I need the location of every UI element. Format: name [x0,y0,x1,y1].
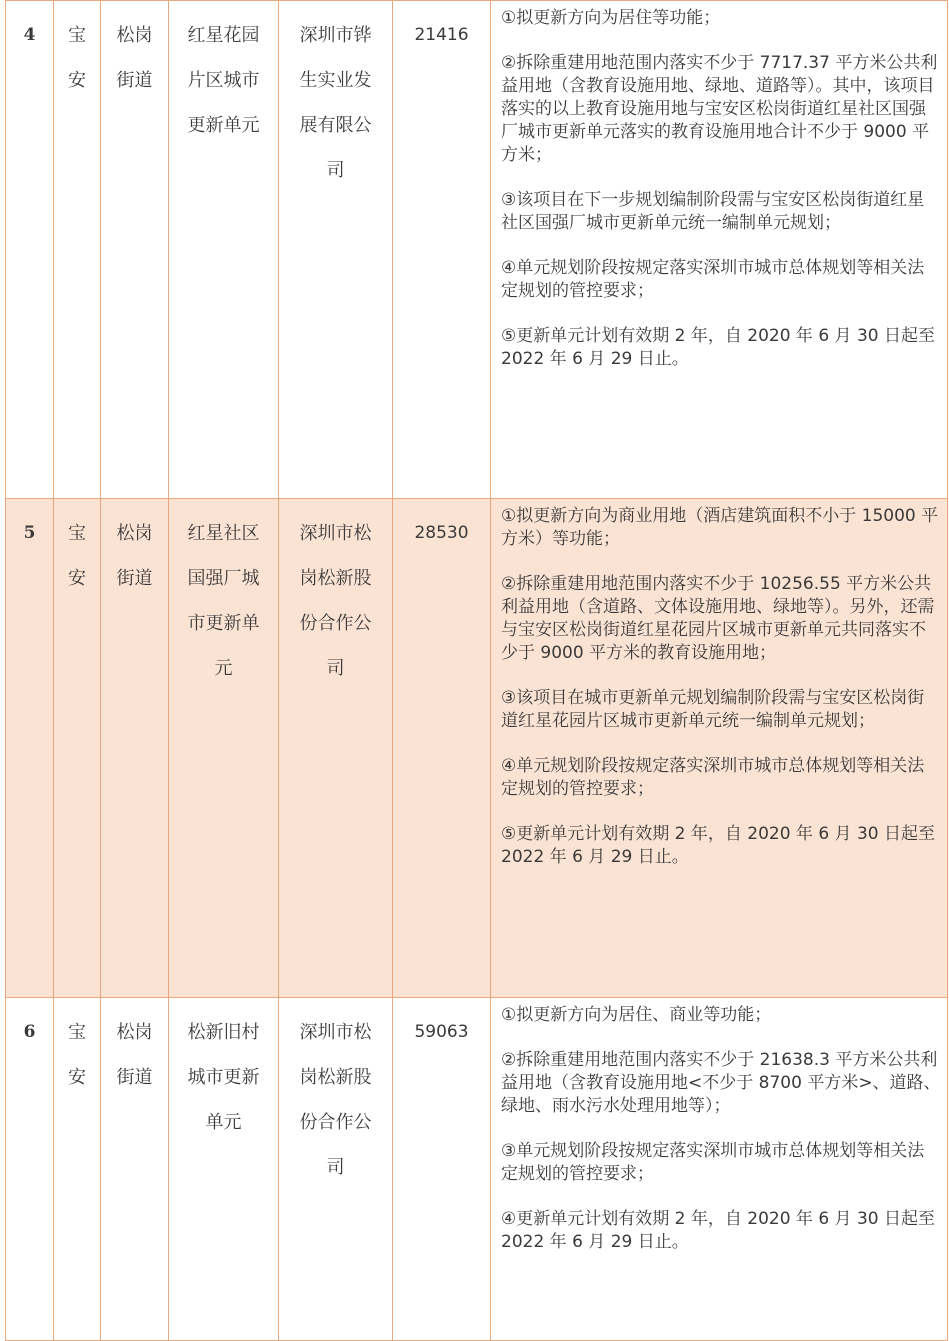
table-row [6,1,948,499]
row-number: 5 [6,499,54,998]
requirement-item: ④单元规划阶段按规定落实深圳市城市总体规划等相关法定规划的管控要求； [501,756,925,799]
requirement-item: ③单元规划阶段按规定落实深圳市城市总体规划等相关法定规划的管控要求； [501,1141,925,1184]
requirement-item: ①拟更新方向为商业用地（酒店建筑面积不小于 15000 平方米）等功能； [501,506,939,549]
requirement-item: ③该项目在下一步规划编制阶段需与宝安区松岗街道红星社区国强厂城市更新单元统一编制单元规划； [501,190,925,233]
requirement-item: ④单元规划阶段按规定落实深圳市城市总体规划等相关法定规划的管控要求； [501,258,925,301]
applicant-cell: 深圳市铧生实业发展有限公司 [279,1,393,499]
requirement-item: ②拆除重建用地范围内落实不少于 7717.37 平方米公共利益用地（含教育设施用地、绿地、道路等）。其中，该项目落实的以上教育设施用地与宝安区松岗街道红星社区国强厂城市更新单元落实的教育设施用地合计不少于 9000 平方米； [501,53,938,165]
requirement-item: ⑤更新单元计划有效期 2 年，自 2020 年 6 月 30 日起至 2022 年 6 月 29 日止。 [501,824,935,867]
table-row [6,998,948,1341]
unit-name-cell: 红星花园片区城市更新单元 [169,1,279,499]
applicant-cell: 深圳市松岗松新股份合作公司 [279,499,393,998]
requirement-item: ⑤更新单元计划有效期 2 年，自 2020 年 6 月 30 日起至 2022 年 6 月 29 日止。 [501,326,935,369]
district-cell: 宝安 [54,1,101,499]
area-cell: 28530 [393,499,491,998]
renewal-plan-table [5,0,948,1341]
row-number: 4 [6,1,54,499]
requirement-item: ②拆除重建用地范围内落实不少于 21638.3 平方米公共利益用地（含教育设施用地<不少于 8700 平方米>、道路、绿地、雨水污水处理用地等）； [501,1050,941,1116]
requirements-cell [491,499,948,998]
requirements-cell [491,1,948,499]
requirement-item: ②拆除重建用地范围内落实不少于 10256.55 平方米公共利益用地（含道路、文体设施用地、绿地等）。另外，还需与宝安区松岗街道红星花园片区城市更新单元共同落实不少于 9000 平方米的教育设施用地； [501,574,935,663]
row-number: 6 [6,998,54,1341]
requirement-item: ①拟更新方向为居住等功能； [501,8,721,28]
street-cell: 松岗街道 [101,1,169,499]
area-cell: 59063 [393,998,491,1341]
district-cell: 宝安 [54,499,101,998]
applicant-cell: 深圳市松岗松新股份合作公司 [279,998,393,1341]
unit-name-cell: 红星社区国强厂城市更新单元 [169,499,279,998]
street-cell: 松岗街道 [101,499,169,998]
table-row [6,499,948,998]
requirement-item: ①拟更新方向为居住、商业等功能； [501,1005,772,1025]
unit-name-cell: 松新旧村城市更新单元 [169,998,279,1341]
district-cell: 宝安 [54,998,101,1341]
requirement-item: ③该项目在城市更新单元规划编制阶段需与宝安区松岗街道红星花园片区城市更新单元统一编制单元规划； [501,688,925,731]
area-cell: 21416 [393,1,491,499]
requirement-item: ④更新单元计划有效期 2 年，自 2020 年 6 月 30 日起至 2022 年 6 月 29 日止。 [501,1209,935,1252]
requirements-cell [491,998,948,1341]
street-cell: 松岗街道 [101,998,169,1341]
